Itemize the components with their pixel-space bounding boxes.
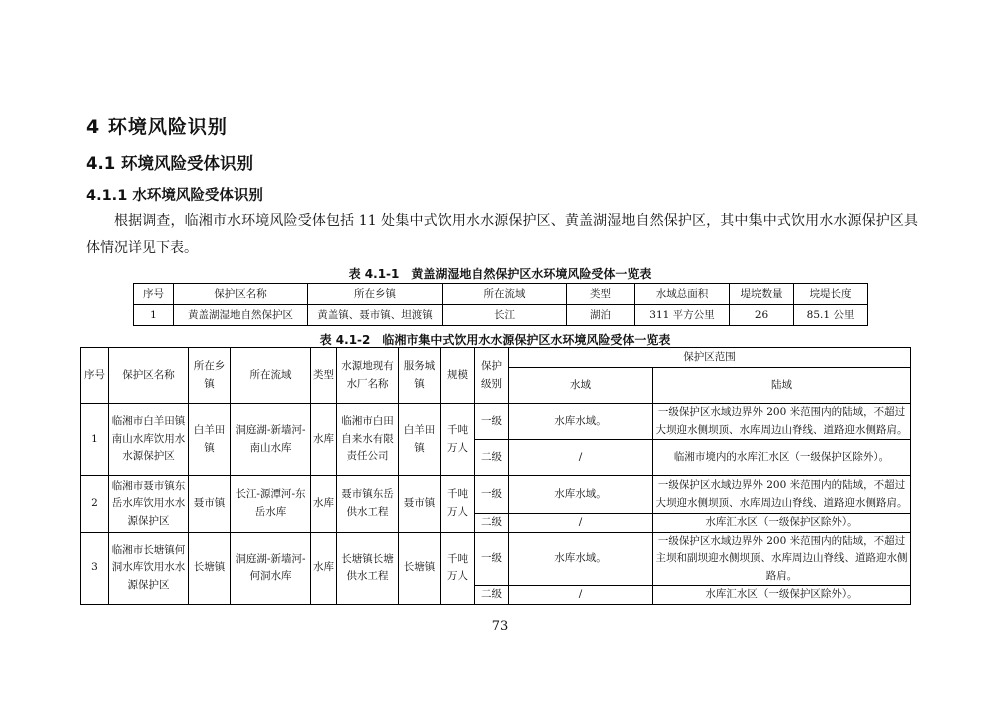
table1-header-cell: 序号 bbox=[134, 284, 174, 305]
table2-header-range: 保护区范围 bbox=[509, 348, 911, 368]
table2-cell-name: 临湘市白羊田镇南山水库饮用水水源保护区 bbox=[109, 404, 189, 476]
table2-cell-scale: 千吨万人 bbox=[441, 532, 475, 604]
table2-cell-basin: 洞庭湖-新墙河-南山水库 bbox=[231, 404, 311, 476]
table1-header-cell: 所在流域 bbox=[443, 284, 567, 305]
table1-cell: 湖泊 bbox=[567, 305, 635, 326]
intro-paragraph: 根据调查，临湘市水环境风险受体包括 11 处集中式饮用水水源保护区、黄盖湖湿地自然保护区，其中集中式饮用水水源保护区具体情况详见下表。 bbox=[86, 213, 918, 256]
table2-cell-water: / bbox=[509, 514, 653, 533]
table2-cell-level: 二级 bbox=[475, 586, 509, 605]
table2-header-scale: 规模 bbox=[441, 348, 475, 404]
table2-cell-name: 临湘市聂市镇东岳水库饮用水水源保护区 bbox=[109, 476, 189, 533]
table2-header-basin: 所在流域 bbox=[231, 348, 311, 404]
table2-cell-type: 水库 bbox=[311, 476, 337, 533]
table2-cell-town: 长塘镇 bbox=[189, 532, 231, 604]
table1-header-cell: 水域总面积 bbox=[635, 284, 730, 305]
table2-cell-land: 一级保护区水域边界外 200 米范围内的陆域，不超过大坝迎水侧坝顶、水库周边山脊线、道路迎水侧路肩。 bbox=[653, 476, 911, 514]
table2-cell-water: 水库水域。 bbox=[509, 404, 653, 440]
table1-cell: 长江 bbox=[443, 305, 567, 326]
table2-cell-land: 一级保护区水域边界外 200 米范围内的陆域，不超过大坝迎水侧坝顶、水库周边山脊线、道路迎水侧路肩。 bbox=[653, 404, 911, 440]
table1-cell: 黄盖镇、聂市镇、坦渡镇 bbox=[308, 305, 443, 326]
table2-header-plant: 水源地现有水厂名称 bbox=[337, 348, 399, 404]
table2-cell-land: 水库汇水区（一级保护区除外）。 bbox=[653, 586, 911, 605]
table2-header-seq: 序号 bbox=[81, 348, 109, 404]
table2-caption: 表 4.1-2 临湘市集中式饮用水水源保护区水环境风险受体一览表 bbox=[319, 333, 671, 347]
table2-cell-plant: 长塘镇长塘供水工程 bbox=[337, 532, 399, 604]
table2-cell-level: 一级 bbox=[475, 404, 509, 440]
table2-cell-water: 水库水域。 bbox=[509, 476, 653, 514]
table1-cell: 26 bbox=[730, 305, 794, 326]
table1-header-cell: 保护区名称 bbox=[174, 284, 308, 305]
table2-cell-land: 临湘市境内的水库汇水区（一级保护区除外）。 bbox=[653, 440, 911, 476]
table2-row bbox=[81, 476, 911, 514]
table2-cell-level: 一级 bbox=[475, 476, 509, 514]
table2-cell-level: 二级 bbox=[475, 440, 509, 476]
table2-cell-plant: 临湘市白田自来水有限责任公司 bbox=[337, 404, 399, 476]
table2-cell-type: 水库 bbox=[311, 404, 337, 476]
table2-cell-land: 水库汇水区（一级保护区除外）。 bbox=[653, 514, 911, 533]
table2-cell-seq: 3 bbox=[81, 532, 109, 604]
table2-cell-town: 白羊田镇 bbox=[189, 404, 231, 476]
table2-cell-basin: 长江-源潭河-东岳水库 bbox=[231, 476, 311, 533]
table1-caption: 表 4.1-1 黄盖湖湿地自然保护区水环境风险受体一览表 bbox=[348, 267, 652, 281]
table2-header-name: 保护区名称 bbox=[109, 348, 189, 404]
table2-cell-basin: 洞庭湖-新墙河-何洞水库 bbox=[231, 532, 311, 604]
table2-cell-water: / bbox=[509, 586, 653, 605]
table2-cell-seq: 1 bbox=[81, 404, 109, 476]
section-heading: 4 环境风险识别 bbox=[86, 116, 228, 138]
table2-header-row bbox=[81, 348, 911, 368]
table2-cell-plant: 聂市镇东岳供水工程 bbox=[337, 476, 399, 533]
subsubsection-heading: 4.1.1 水环境风险受体识别 bbox=[86, 188, 263, 204]
table2-cell-water: / bbox=[509, 440, 653, 476]
table2-cell-water: 水库水域。 bbox=[509, 532, 653, 586]
table2-header-type: 类型 bbox=[311, 348, 337, 404]
table2-row bbox=[81, 532, 911, 586]
table2-cell-service: 白羊田镇 bbox=[399, 404, 441, 476]
table2-cell-type: 水库 bbox=[311, 532, 337, 604]
table2-cell-service: 聂市镇 bbox=[399, 476, 441, 533]
table1-header-cell: 类型 bbox=[567, 284, 635, 305]
table1-header-cell: 堤垸数量 bbox=[730, 284, 794, 305]
table2-cell-scale: 千吨万人 bbox=[441, 476, 475, 533]
table2-header-level: 保护级别 bbox=[475, 348, 509, 404]
table1-cell: 311 平方公里 bbox=[635, 305, 730, 326]
table1-row bbox=[134, 305, 868, 326]
table2-cell-town: 聂市镇 bbox=[189, 476, 231, 533]
table2-header-service: 服务城镇 bbox=[399, 348, 441, 404]
table2-header-land: 陆域 bbox=[653, 368, 911, 404]
table1-cell: 黄盖湖湿地自然保护区 bbox=[174, 305, 308, 326]
table1 bbox=[133, 283, 868, 326]
table2-cell-level: 一级 bbox=[475, 532, 509, 586]
table2-cell-seq: 2 bbox=[81, 476, 109, 533]
subsection-heading: 4.1 环境风险受体识别 bbox=[86, 154, 253, 173]
table2 bbox=[80, 347, 911, 605]
table1-header-row bbox=[134, 284, 868, 305]
table1-cell: 85.1 公里 bbox=[794, 305, 868, 326]
table2-cell-land: 一级保护区水域边界外 200 米范围内的陆域，不超过主坝和副坝迎水侧坝顶、水库周边山脊线、道路迎水侧路肩。 bbox=[653, 532, 911, 586]
table2-cell-service: 长塘镇 bbox=[399, 532, 441, 604]
table2-header-town: 所在乡镇 bbox=[189, 348, 231, 404]
table2-cell-name: 临湘市长塘镇何洞水库饮用水水源保护区 bbox=[109, 532, 189, 604]
table2-cell-scale: 千吨万人 bbox=[441, 404, 475, 476]
table2-row bbox=[81, 404, 911, 440]
page-number: 73 bbox=[491, 619, 509, 634]
table1-header-cell: 所在乡镇 bbox=[308, 284, 443, 305]
table1-cell: 1 bbox=[134, 305, 174, 326]
table2-cell-level: 二级 bbox=[475, 514, 509, 533]
table2-header-water: 水域 bbox=[509, 368, 653, 404]
table1-header-cell: 垸堤长度 bbox=[794, 284, 868, 305]
